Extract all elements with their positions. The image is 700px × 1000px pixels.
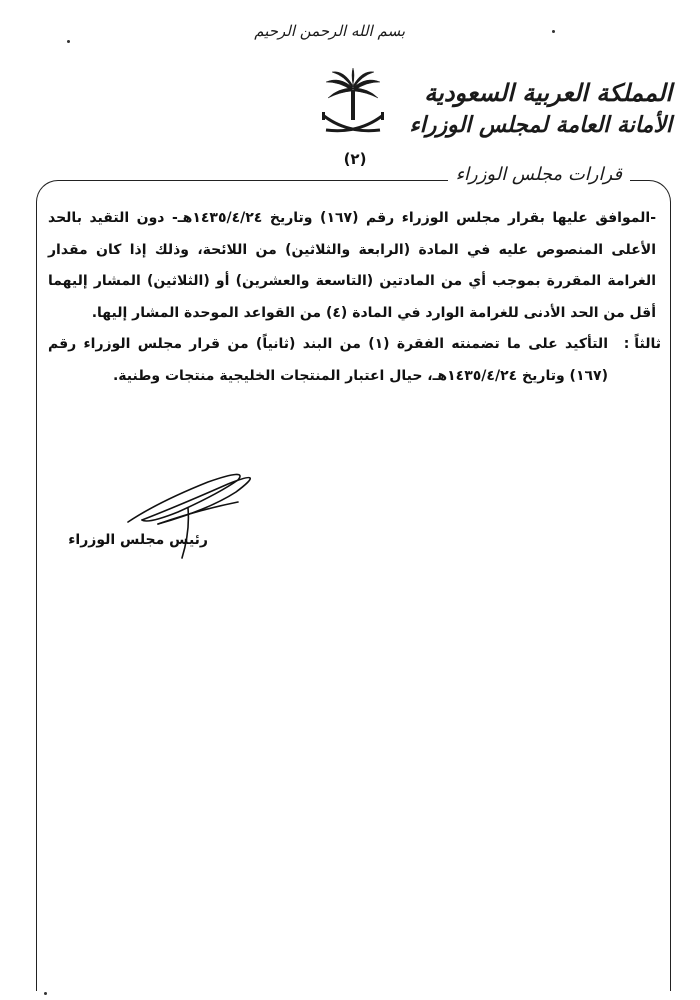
basmala: بسم الله الرحمن الرحيم xyxy=(254,22,405,40)
clause-label: ثالثاً : xyxy=(623,336,661,352)
secretariat-name: الأمانة العامة لمجلس الوزراء xyxy=(409,112,672,138)
page-number: (٢) xyxy=(343,150,367,168)
handwritten-signature xyxy=(118,462,278,572)
scan-speck xyxy=(44,992,47,995)
scan-speck xyxy=(552,30,555,33)
clause-third xyxy=(48,329,661,392)
paragraph-continuation: -الموافق عليها بقرار مجلس الوزراء رقم (١٦٧) وتاريخ ١٤٣٥/٤/٢٤هـ- دون التقيد بالحد الأعلى المنصوص عليه في المادة (الرابعة والثلاثين) من اللائحة، وذلك إذا كان مقدار الغرامة المقررة بموجب أي من المادتين (التاسعة والعشرين) أو (الثلاثين) المشار إليهما أقل من الحد الأدنى للغرامة الوارد في المادة (٤) من القواعد الموحدة المشار إليها. xyxy=(48,210,656,321)
document-body xyxy=(48,203,661,392)
clause-text: التأكيد على ما تضمنته الفقرة (١) من البند (ثانياً) من قرار مجلس الوزراء رقم (١٦٧) وتاريخ ١٤٣٥/٤/٢٤هـ، حيال اعتبار المنتجات الخليجية منتجات وطنية. xyxy=(48,336,608,384)
saudi-emblem-icon xyxy=(318,68,388,148)
frame-label: قرارات مجلس الوزراء xyxy=(448,164,630,185)
scan-speck xyxy=(67,40,70,43)
signer-title: رئيس مجلس الوزراء xyxy=(68,532,208,548)
kingdom-name: المملكة العربية السعودية xyxy=(424,78,672,107)
